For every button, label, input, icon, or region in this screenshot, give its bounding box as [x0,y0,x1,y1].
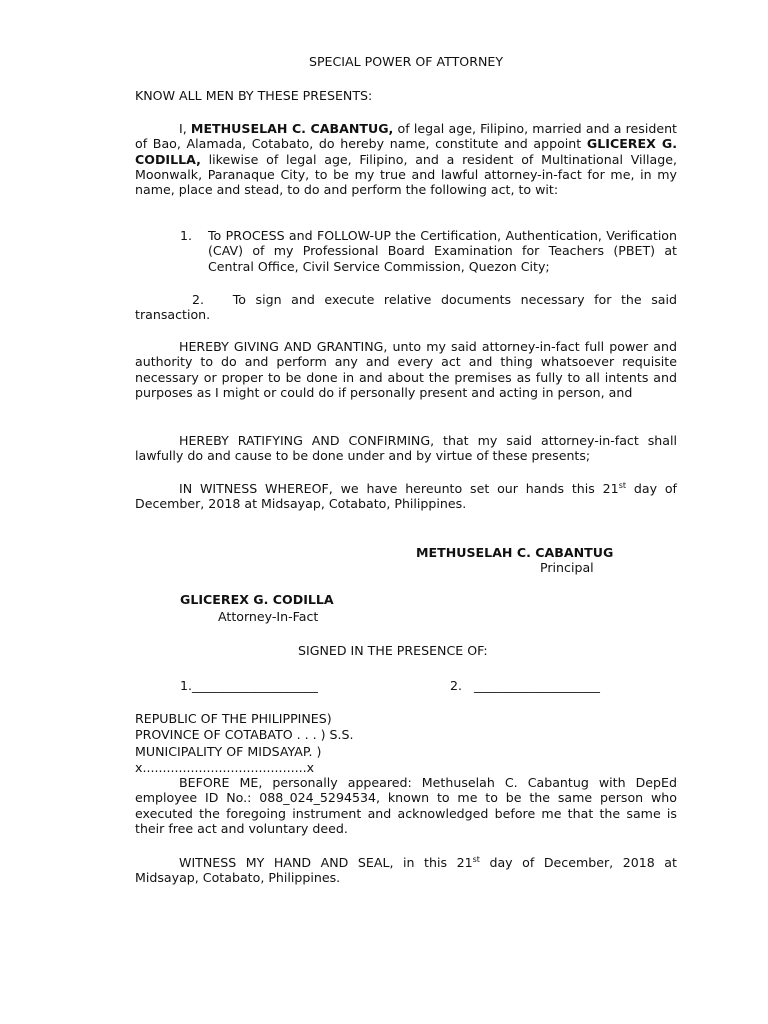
hand-seal-text-post: day of December, 2018 at Midsayap, Cotabato, Philippines. [135,855,677,886]
ratifying-paragraph: HEREBY RATIFYING AND CONFIRMING, that my said attorney-in-fact shall lawfully do and cause to be done under and by virtue of these presents; [135,433,677,464]
p1-part-b: of legal age, Filipino, married and a resident of Bao, Alamada, Cotabato, do hereby name, constitute and appoint [135,121,677,152]
witness-ordinal: st [618,480,627,490]
hand-seal-ordinal: st [472,854,480,864]
list-item-number: 2. [192,292,205,307]
principal-signature-name [416,545,613,560]
list-item-text: To PROCESS and FOLLOW-UP the Certification, Authentication, Verification (CAV) of my Professional Board Examination for Teachers (PBET) at Central Office, Civil Service Commission, Quezon City; [208,228,677,274]
witness-paragraph [135,481,677,512]
list-item-number: 1. [180,228,193,243]
principal-role: Principal [540,560,594,575]
witness-text-post: day of December, 2018 at Midsayap, Cotabato, Philippines. [135,481,677,512]
witness-line-2: 2. ____________________ [450,678,600,693]
granting-paragraph: HEREBY GIVING AND GRANTING, unto my said attorney-in-fact full power and authority to do and perform any and every act and thing whatsoever requisite necessary or proper to be done in and about the premises as fully to all intents and purposes as I might or could do if personally present and acting in person, and [135,339,677,400]
hand-seal-paragraph [135,855,677,886]
appointment-paragraph [135,121,677,197]
venue-line: PROVINCE OF COTABATO . . . ) S.S. [135,727,354,743]
intro-heading [135,88,372,103]
principal-signature-name-text: METHUSELAH C. CABANTUG [416,545,614,560]
attorney-role: Attorney-In-Fact [218,609,319,624]
intro-heading-text: KNOW ALL MEN BY THESE PRESENTS: [135,88,373,103]
witness-line-1: 1.____________________ [180,678,318,693]
p1-part-c: likewise of legal age, Filipino, and a resident of Multinational Village, Moonwalk, Paranaque City, to be my true and lawful attorney-in-fact for me, in my name, place and stead, to do and perform the following act, to wit: [135,151,677,198]
presence-heading: SIGNED IN THE PRESENCE OF: [298,643,488,658]
principal-name-inline: METHUSELAH C. CABANTUG, [190,121,394,136]
attorney-signature-name [180,592,334,607]
witness-text-pre: IN WITNESS WHEREOF, we have hereunto set our hands this 21 [179,481,619,496]
list-item-text: To sign and execute relative documents necessary for the said transaction. [135,292,677,323]
venue-line: MUNICIPALITY OF MIDSAYAP. ) [135,743,322,759]
acknowledgment-paragraph: BEFORE ME, personally appeared: Methuselah C. Cabantug with DepEd employee ID No.: 088_024_5294534, known to me to be the same person who executed the foregoing instrument and acknowledged before me that the same is their free act and voluntary deed. [135,775,677,836]
document-title-text: SPECIAL POWER OF ATTORNEY [308,54,504,69]
venue-line: REPUBLIC OF THE PHILIPPINES) [135,711,332,726]
hand-seal-text-pre: WITNESS MY HAND AND SEAL, in this 21 [179,855,473,870]
list-item [135,292,677,323]
attorney-signature-name-text: GLICEREX G. CODILLA [180,592,334,607]
list-item [180,228,677,274]
document-title [0,54,768,69]
p1-part-a: I, [179,121,187,136]
attorney-name-inline: GLICEREX G. CODILLA, [135,136,677,167]
venue-line: x.........................................x [135,759,315,775]
venue-block [135,711,354,775]
